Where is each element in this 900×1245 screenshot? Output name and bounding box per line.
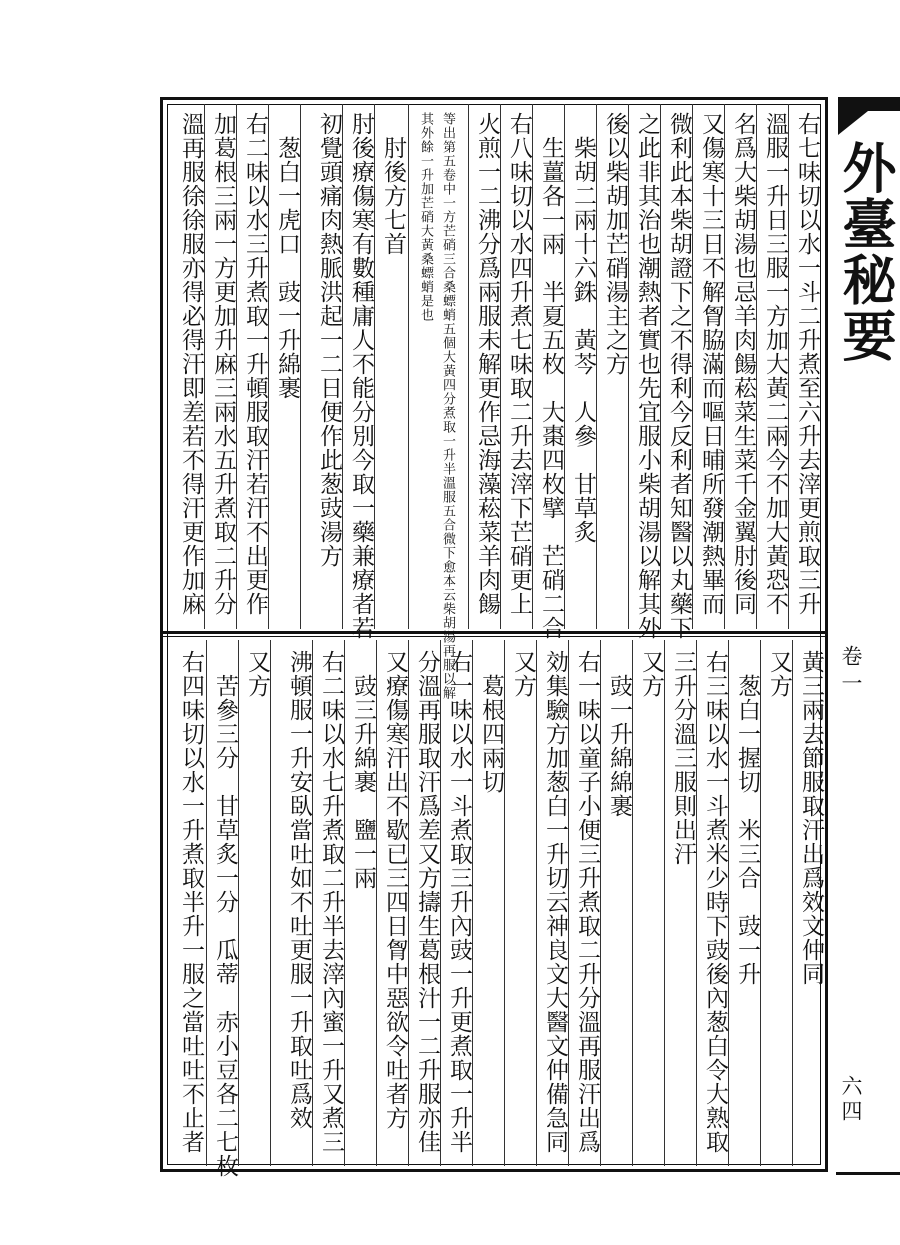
text-column: 右七味切以水一斗二升煮至六升去滓更煎取三升 (794, 112, 820, 616)
title-ornament (838, 97, 898, 137)
text-column: 又方 (510, 650, 536, 698)
text-column: 右一味以水一斗煮取三升內豉一升更煮取一升半 (446, 650, 472, 1154)
text-column: 沸頓服一升安臥當吐如不吐更服一升取吐爲效 (286, 650, 312, 1130)
page-number: 六四 (839, 1075, 863, 1125)
text-column: 苦參三分 甘草炙一分 瓜蒂 赤小豆各二七枚 (212, 650, 238, 1178)
text-column: 右八味切以水四升煮七味取二升去滓下芒硝更上 (506, 112, 532, 616)
text-column: 右一味以童子小便三升煮取二升分溫再服汗出爲 (574, 650, 600, 1154)
text-column: 溫再服徐徐服亦得必得汗即差若不得汗更作加麻 (178, 112, 204, 616)
text-column: 右四味切以水一升煮取半升一服之當吐吐不止者 (178, 650, 204, 1154)
text-column: 又傷寒十三日不解胷脇滿而嘔日晡所發潮熱畢而 (698, 112, 724, 616)
text-column: 名爲大柴胡湯也忌羊肉餳菘菜生菜千金翼肘後同 (730, 112, 756, 616)
volume-label: 卷一 (839, 645, 863, 699)
text-column: 之此非其治也潮熱者實也先宜服小柴胡湯以解其外 (634, 112, 660, 640)
text-column: 微利此本柴胡證下之不得利今反利者知醫以丸藥下 (666, 112, 692, 640)
text-column: 火煎一二沸分爲兩服未解更作忌海藻菘菜羊肉餳 (474, 112, 500, 616)
text-column: 後以柴胡加芒硝湯主之方 (602, 112, 628, 376)
text-column: 右二味以水七升煮取二升半去滓內蜜一升又煮三 (318, 650, 344, 1154)
text-column: 肘後療傷寒有數種庸人不能分別今取一藥兼療者若 (348, 112, 374, 640)
text-column: 又方 (244, 650, 270, 698)
text-column: 肘後方七首 (380, 112, 406, 256)
text-column: 葱白一虎口 豉一升綿裹 (274, 112, 300, 400)
text-column: 効集驗方加葱白一升切云神良文大醫文仲備急同 (542, 650, 568, 1154)
text-column: 初覺頭痛肉熱脈洪起一二日便作此葱豉湯方 (316, 112, 342, 568)
text-column: 豉三升綿裹 鹽一兩 (350, 650, 376, 890)
text-column: 又方 (766, 650, 792, 698)
margin-rule (836, 1172, 900, 1175)
text-column: 葛根四兩切 (478, 650, 504, 794)
text-column: 分溫再服取汗爲差又方擣生葛根汁一二升服亦佳 (414, 650, 440, 1154)
text-column: 三升分溫三服則出汗 (670, 650, 696, 866)
text-column: 右二味以水三升煮取一升頓服取汗若汗不出更作 (242, 112, 268, 616)
text-column: 加葛根三兩一方更加升麻三兩水五升煮取二升分 (210, 112, 236, 616)
text-column: 又方 (638, 650, 664, 698)
text-column: 葱白一握切 米三合 豉一升 (734, 650, 760, 986)
text-column: 黃三兩去節服取汗出爲效文仲同 (798, 650, 824, 986)
text-column: 右三味以水一斗煮米少時下豉後內葱白令大熟取 (702, 650, 728, 1154)
annotation-column: 其外餘一升加芒硝大黃桑螵蛸是也 (418, 112, 433, 322)
text-column: 柴胡二兩十六銖 黃芩 人參 甘草炙 (570, 112, 596, 544)
annotation-column: 等出第五卷中一方芒硝三合桑螵蛸五個大黃四分煮取一升半溫服五合微下愈本云柴胡湯再服以解 (440, 112, 455, 700)
text-column: 生薑各一兩 半夏五枚 大棗四枚擘 芒硝二合 (538, 112, 564, 640)
text-column: 溫服一升日三服一方加大黃二兩今不加大黃恐不 (762, 112, 788, 616)
book-title: 外臺秘要 (834, 140, 898, 364)
text-column: 又療傷寒汗出不歇已三四日胷中惡欲令吐者方 (382, 650, 408, 1130)
text-column: 豉一升綿綿裹 (606, 650, 632, 818)
